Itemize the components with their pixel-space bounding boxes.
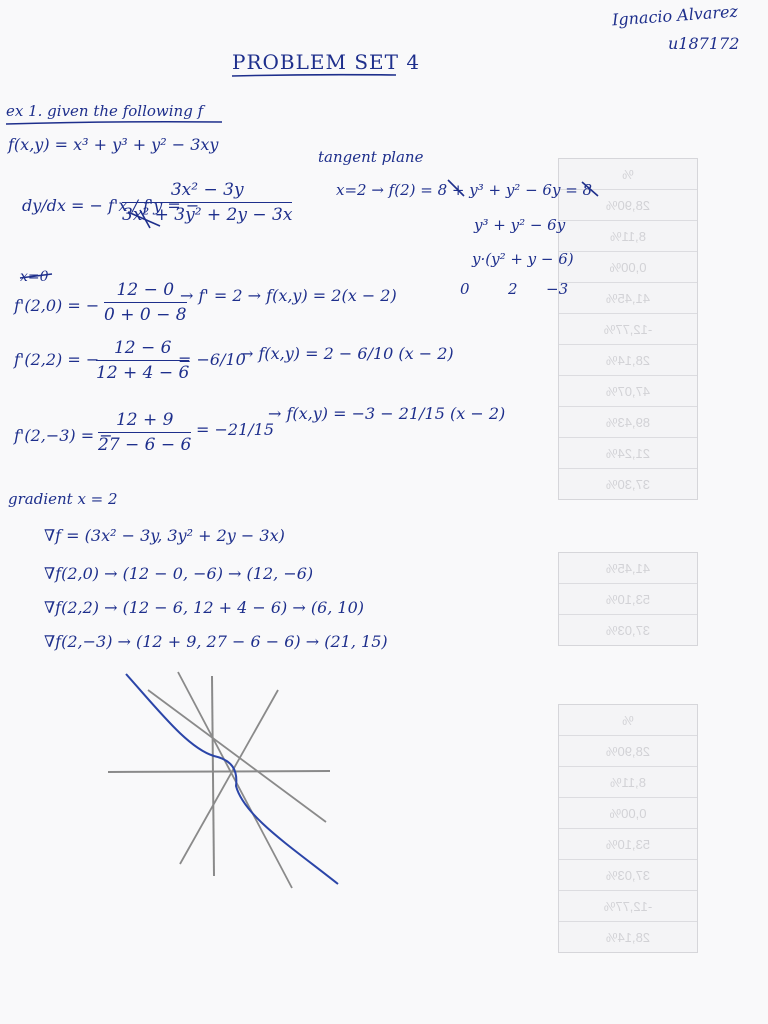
author-name: Ignacio Alvarez [611, 1, 739, 30]
fraction-denominator: 12 + 4 − 6 [96, 363, 190, 383]
y-axis [212, 676, 214, 876]
eval-lhs: f'(2,2) = − [14, 350, 100, 369]
eval-mid: = −21/15 [196, 420, 275, 439]
gradient-formula: ∇f = (3x² − 3y, 3y² + 2y − 3x) [44, 526, 285, 545]
eval-result: → f' = 2 → f(x,y) = 2(x − 2) [180, 286, 397, 305]
student-id: u187172 [668, 34, 740, 53]
ghost-cell: 0,00% [559, 252, 697, 283]
tangent-line [148, 690, 326, 822]
tangent-heading: tangent plane [318, 148, 424, 166]
fraction-denominator: 27 − 6 − 6 [98, 435, 192, 455]
gradient-row: ∇f(2,0) → (12 − 0, −6) → (12, −6) [44, 564, 314, 583]
ghost-cell: 53,10% [559, 584, 697, 615]
ink-strokes [6, 75, 598, 278]
ghost-cell: 0,00% [559, 798, 697, 829]
cross-out-mark [140, 210, 150, 228]
ghost-cell: 28,14% [559, 345, 697, 376]
ghost-cell: 28,90% [559, 190, 697, 221]
tangent-line-3: y·(y² + y − 6) [472, 250, 574, 268]
exercise-heading: ex 1. given the following f [6, 102, 204, 120]
ghost-cell: 28,14% [605, 929, 651, 945]
ghost-cell: 37,03% [559, 860, 697, 891]
ghost-cell: 47,07% [559, 376, 697, 407]
fraction-numerator: 12 − 0 [104, 282, 187, 303]
fraction-numerator: 12 − 6 [96, 340, 189, 361]
ghost-cell: % [559, 705, 697, 736]
gradient-row: ∇f(2,2) → (12 − 6, 12 + 4 − 6) → (6, 10) [44, 598, 365, 617]
eval-mid: = −6/10 [178, 350, 246, 369]
page-title: PROBLEM SET 4 [232, 50, 421, 74]
cross-out-mark [582, 182, 598, 196]
ghost-cell: % [559, 159, 697, 190]
eval-result: → f(x,y) = 2 − 6/10 (x − 2) [240, 344, 454, 363]
eval-result: → f(x,y) = −3 − 21/15 (x − 2) [268, 404, 506, 423]
title-underline [232, 75, 396, 76]
ghost-cell: 28,90% [559, 736, 697, 767]
tangent-line-1: x=2 → f(2) = 8 + y³ + y² − 6y = 8 [336, 181, 593, 199]
x-axis [108, 771, 330, 772]
root-value: −3 [546, 280, 569, 298]
ghost-cell: 37,30% [605, 476, 651, 492]
fraction-denominator: 0 + 0 − 8 [104, 305, 187, 325]
gradient-heading: gradient x = 2 [8, 490, 118, 508]
sketch-graph [108, 672, 338, 888]
ghost-cell: 8,11% [559, 221, 697, 252]
ghost-cell: 41,45% [559, 283, 697, 314]
cross-out-mark [128, 212, 160, 226]
root-value: 2 [508, 280, 518, 298]
point-label: x=0 [20, 269, 49, 285]
ghost-cell: -12,77% [559, 314, 697, 345]
point-strike [20, 274, 52, 278]
gradient-row: ∇f(2,−3) → (12 + 9, 27 − 6 − 6) → (21, 15) [44, 632, 388, 651]
curve [126, 674, 338, 884]
root-value: 0 [460, 280, 470, 298]
eval-lhs: f'(2,−3) = − [14, 426, 113, 445]
fraction-numerator: 3x² − 3y [122, 182, 292, 203]
derivative-lhs: dy/dx = − f'x / f'y = − [22, 196, 200, 215]
ghost-cell: 89,43% [559, 407, 697, 438]
tangent-line [178, 672, 292, 888]
ghost-cell: -12,77% [559, 891, 697, 922]
ghost-cell: 53,10% [559, 829, 697, 860]
tangent-line [180, 690, 278, 864]
tangent-line-2: y³ + y² − 6y [474, 216, 566, 234]
function-definition: f(x,y) = x³ + y³ + y² − 3xy [8, 135, 219, 154]
fraction-numerator: 12 + 9 [98, 412, 191, 433]
ghost-cell: 8,11% [559, 767, 697, 798]
heading-underline [6, 122, 222, 124]
ghost-cell: 41,45% [559, 553, 697, 584]
ghost-cell: 37,03% [605, 622, 651, 638]
eval-lhs: f'(2,0) = − [14, 296, 100, 315]
fraction-denominator: 3x² + 3y² + 2y − 3x [122, 205, 293, 225]
ghost-cell: 21,24% [559, 438, 697, 469]
cross-out-mark [448, 180, 464, 196]
